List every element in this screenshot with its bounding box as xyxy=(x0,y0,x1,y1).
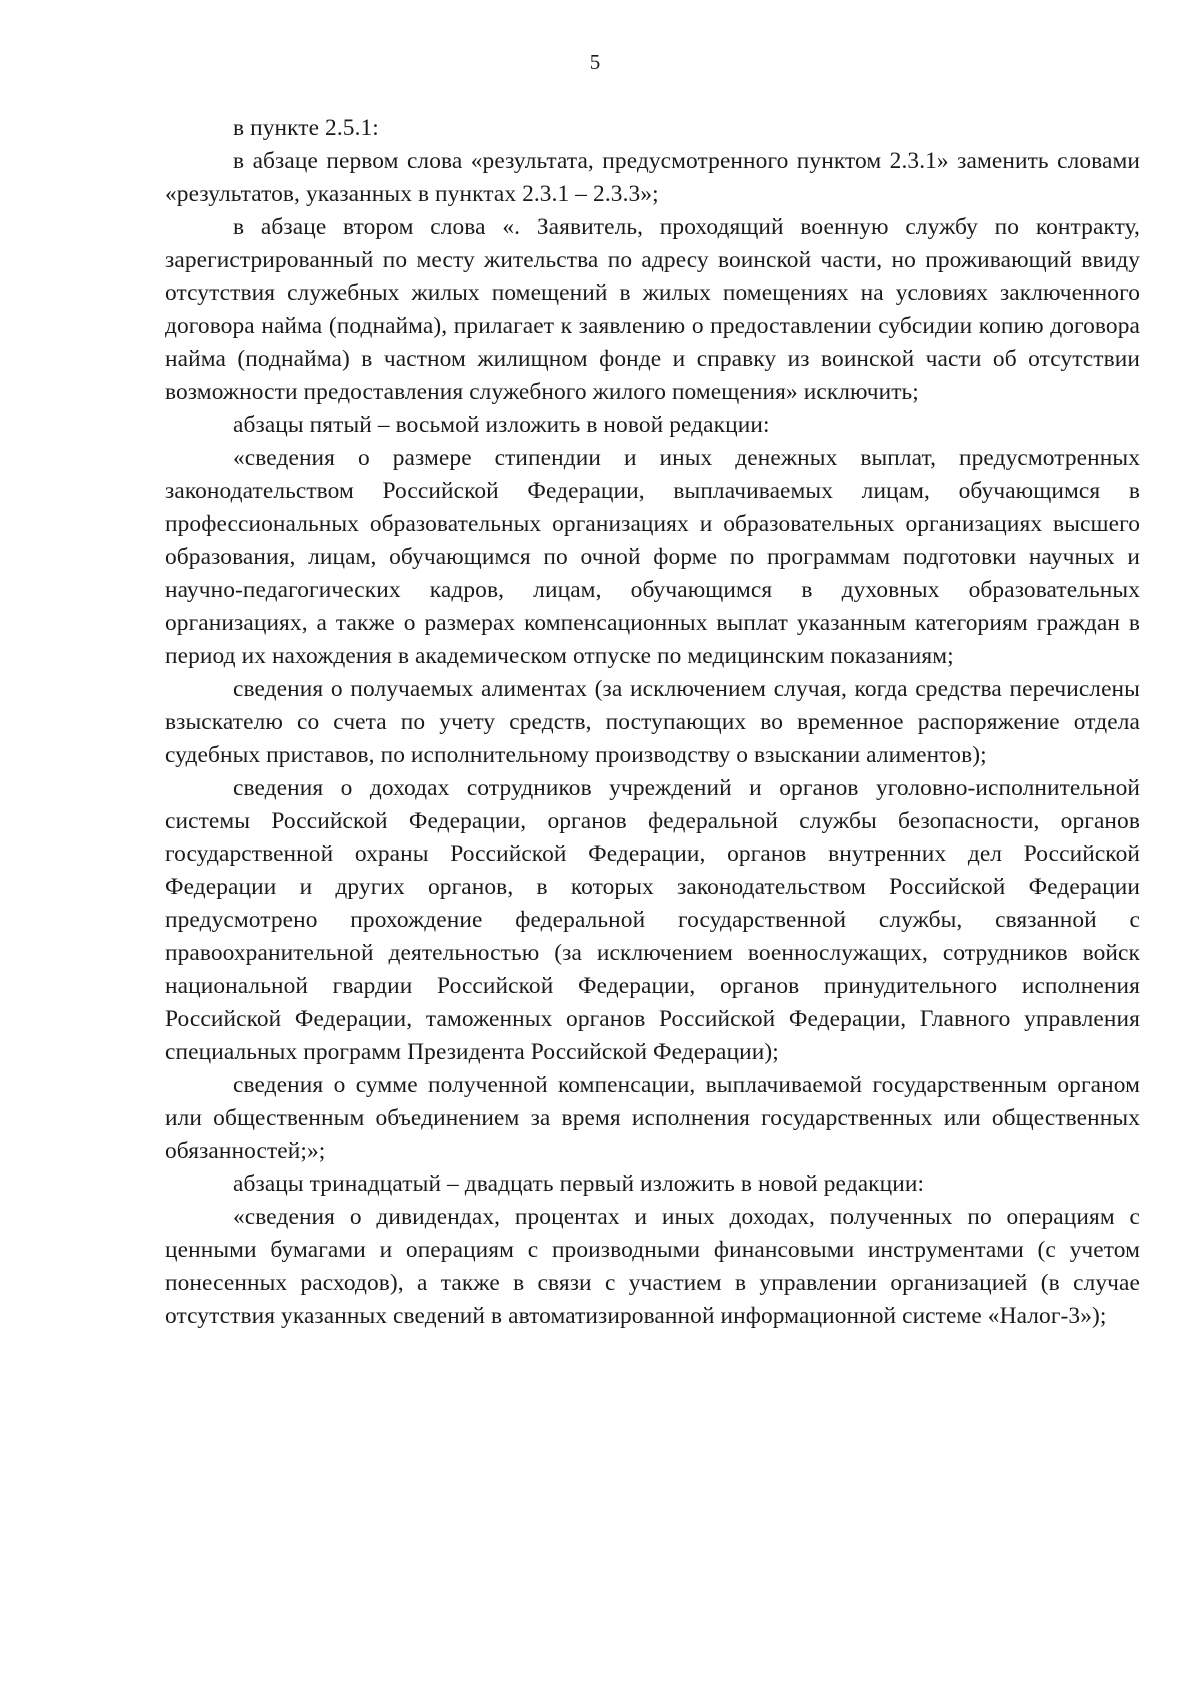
paragraph: «сведения о размере стипендии и иных денежных выплат, предусмотренных законодательством Российской Федерации, выплачиваемых лицам, обучающимся в профессиональных образовательных организациях и образовательных организациях высшего образования, лицам, обучающимся по очной форме по программам подготовки научных и научно-педагогических кадров, лицам, обучающимся в духовных образовательных организациях, а также о размерах компенсационных выплат указанным категориям граждан в период их нахождения в академическом отпуске по медицинским показаниям; xyxy=(165,445,1140,669)
document-body xyxy=(165,112,1140,1333)
paragraph: «сведения о дивидендах, процентах и иных доходах, полученных по операциям с ценными бумагами и операциям с производными финансовыми инструментами (с учетом понесенных расходов), а также в связи с участием в управлении организацией (в случае отсутствия указанных сведений в автоматизированной информационной системе «Налог-3»); xyxy=(165,1204,1140,1329)
paragraph: в абзаце первом слова «результата, предусмотренного пунктом 2.3.1» заменить словами «результатов, указанных в пунктах 2.3.1 – 2.3.3»; xyxy=(165,148,1140,207)
paragraph: сведения о доходах сотрудников учреждений и органов уголовно-исполнительной системы Российской Федерации, органов федеральной службы безопасности, органов государственной охраны Российской Федерации, органов внутренних дел Российской Федерации и других органов, в которых законодательством Российской Федерации предусмотрено прохождение федеральной государственной службы, связанной с правоохранительной деятельностью (за исключением военнослужащих, сотрудников войск национальной гвардии Российской Федерации, органов принудительного исполнения Российской Федерации, таможенных органов Российской Федерации, Главного управления специальных программ Президента Российской Федерации); xyxy=(165,775,1140,1065)
paragraph: сведения о получаемых алиментах (за исключением случая, когда средства перечислены взыскателю со счета по учету средств, поступающих во временное распоряжение отдела судебных приставов, по исполнительному производству о взыскании алиментов); xyxy=(165,676,1140,768)
paragraph: абзацы тринадцатый – двадцать первый изложить в новой редакции: xyxy=(233,1171,925,1197)
paragraph: в абзаце втором слова «. Заявитель, проходящий военную службу по контракту, зарегистрированный по месту жительства по адресу воинской части, но проживающий ввиду отсутствия служебных жилых помещений в жилых помещениях на условиях заключенного договора найма (поднайма), прилагает к заявлению о предоставлении субсидии копию договора найма (поднайма) в частном жилищном фонде и справку из воинской части об отсутствии возможности предоставления служебного жилого помещения» исключить; xyxy=(165,214,1140,405)
page-number: 5 xyxy=(589,50,601,74)
paragraph: сведения о сумме полученной компенсации, выплачиваемой государственным органом или общественным объединением за время исполнения государственных или общественных обязанностей;»; xyxy=(165,1072,1140,1164)
paragraph: абзацы пятый – восьмой изложить в новой редакции: xyxy=(233,412,770,438)
paragraph: в пункте 2.5.1: xyxy=(233,115,379,141)
